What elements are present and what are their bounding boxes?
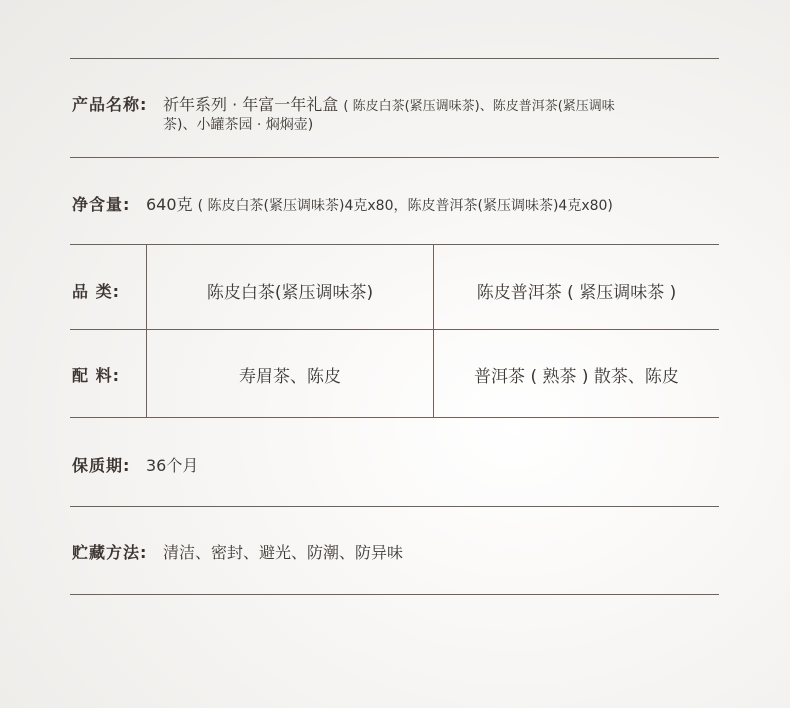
product-name-value-line2: 茶)、小罐茶园 · 焖焖壶) [163,117,314,133]
storage-value: 清洁、密封、避光、防潮、防异味 [163,543,404,562]
divider-top [70,58,719,59]
product-name-detail: ( 陈皮白茶(紧压调味茶)、陈皮普洱茶(紧压调味 [343,99,615,114]
net-content-label: 净含量: [72,195,131,214]
ingredients-label: 配 料: [72,366,120,385]
net-content-value [146,192,613,215]
net-content-detail: ( 陈皮白茶(紧压调味茶)4克x80，陈皮普洱茶(紧压调味茶)4克x80) [197,198,613,214]
ingredients-white-tea: 寿眉茶、陈皮 [239,367,341,387]
divider-after-shelf-life [70,506,719,507]
net-content-weight: 640克 [146,195,193,214]
category-white-tea: 陈皮白茶(紧压调味茶) [206,283,374,303]
divider-after-name [70,157,719,158]
storage-label: 贮藏方法: [72,543,148,562]
product-name-title: 祈年系列 · 年富一年礼盒 [163,95,339,114]
table-border-top [70,244,719,245]
shelf-life-label: 保质期: [72,456,131,475]
category-puer-tea: 陈皮普洱茶 ( 紧压调味茶 ) [476,283,677,303]
product-name-label: 产品名称: [72,95,148,114]
product-name-value-line1 [163,92,615,115]
table-column-divider-1 [146,244,147,418]
shelf-life-value: 36个月 [146,456,199,475]
ingredients-puer-tea: 普洱茶 ( 熟茶 ) 散茶、陈皮 [474,367,679,387]
table-border-middle [70,329,719,330]
category-label: 品 类: [72,282,120,301]
table-border-bottom [70,417,719,418]
table-column-divider-2 [433,244,434,418]
divider-bottom [70,594,719,595]
